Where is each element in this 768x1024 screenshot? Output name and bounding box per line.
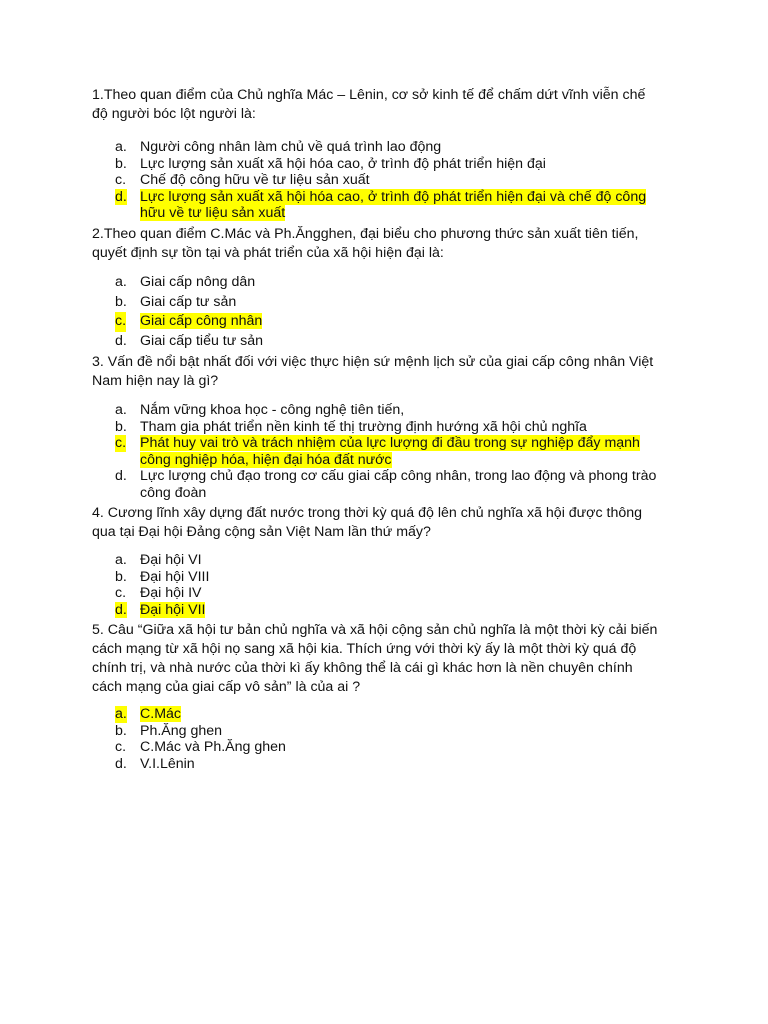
option-text: Ph.Ăng ghen — [140, 722, 223, 739]
question-5-options — [92, 706, 692, 772]
answer-option — [92, 332, 692, 352]
question-text-line: cách mạng của giai cấp vô sản” là của ai ? — [92, 679, 361, 695]
option-text: Đại hội IV — [140, 585, 202, 602]
option-letter: b. — [115, 568, 127, 585]
option-letter: a. — [115, 552, 127, 568]
answer-option — [92, 189, 692, 222]
question-text-line: độ người bóc lột người là: — [92, 105, 256, 122]
question-3-text — [92, 353, 692, 391]
option-text: V.I.Lênin — [140, 755, 195, 772]
option-letter: d. — [115, 468, 127, 485]
question-2-text — [92, 225, 692, 263]
answer-option — [92, 419, 692, 436]
question-text-line: 5. Câu “Giữa xã hội tư bản chủ nghĩa và xã hội cộng sản chủ nghĩa là một thời kỳ cải biến — [92, 622, 658, 638]
option-text: Đại hội VI — [140, 552, 202, 568]
highlighted-answer-text: C.Mác — [140, 706, 181, 722]
option-text: Chế độ công hữu về tư liệu sản xuất — [140, 172, 370, 189]
answer-option — [92, 552, 692, 569]
question-text-line: 2.Theo quan điểm C.Mác và Ph.Ăngghen, đại biểu cho phương thức sản xuất tiên tiến, — [92, 226, 639, 242]
answer-option — [92, 602, 692, 619]
option-letter: c. — [115, 739, 127, 756]
question-1-text — [92, 86, 692, 123]
option-text: Lực lượng sản xuất xã hội hóa cao, ở trình độ phát triển hiện đại — [140, 155, 546, 172]
option-letter: a. — [115, 139, 127, 155]
answer-option — [92, 312, 692, 332]
answer-option — [92, 402, 692, 419]
option-letter: c. — [115, 435, 127, 452]
question-4-options — [92, 552, 692, 618]
question-4-text — [92, 504, 692, 542]
highlighted-answer-text: công nghiệp hóa, hiện đại hóa đất nước — [140, 451, 392, 468]
option-letter: a. — [115, 706, 127, 722]
option-text: Lực lượng chủ đạo trong cơ cấu giai cấp công nhân, trong lao động và phong trào — [140, 468, 657, 485]
option-letter: d. — [115, 188, 127, 205]
question-3-options — [92, 402, 692, 502]
answer-option — [92, 293, 692, 313]
question-text-line: chính trị, và nhà nước của thời kì ấy không thể là cái gì khác hơn là nền chuyên chính — [92, 660, 633, 676]
option-letter: d. — [115, 601, 127, 618]
answer-option — [92, 706, 692, 723]
answer-option — [92, 273, 692, 293]
question-text-line: 4. Cương lĩnh xây dựng đất nước trong thời kỳ quá độ lên chủ nghĩa xã hội được thông — [92, 505, 643, 521]
answer-option — [92, 435, 692, 468]
question-text-line: Nam hiện nay là gì? — [92, 373, 219, 389]
highlighted-answer-text: hữu về tư liệu sản xuất — [140, 205, 286, 222]
question-2-options — [92, 273, 692, 351]
question-text-line: quyết định sự tồn tại và phát triển của xã hội hiện đại là: — [92, 245, 444, 261]
highlighted-answer-text: Đại hội VII — [140, 601, 206, 618]
highlighted-answer-text: Giai cấp công nhân — [140, 313, 263, 330]
option-text: C.Mác và Ph.Ăng ghen — [140, 739, 286, 756]
answer-option — [92, 569, 692, 586]
answer-option — [92, 172, 692, 189]
answer-option — [92, 723, 692, 740]
option-text: Nắm vững khoa học - công nghệ tiên tiến, — [140, 402, 405, 418]
highlighted-answer-text: Lực lượng sản xuất xã hội hóa cao, ở trình độ phát triển hiện đại và chế độ công — [140, 188, 647, 205]
answer-option — [92, 468, 692, 501]
answer-option — [92, 739, 692, 756]
option-text: Giai cấp nông dân — [140, 274, 256, 290]
option-text: Giai cấp tư sản — [140, 293, 237, 310]
option-text: Tham gia phát triển nền kinh tế thị trường định hướng xã hội chủ nghĩa — [140, 418, 587, 435]
option-letter: c. — [115, 312, 126, 332]
answer-option — [92, 756, 692, 773]
question-text-line: cách mạng từ xã hội nọ sang xã hội kia. Thích ứng với thời kỳ ấy là một thời kỳ quá độ — [92, 641, 637, 657]
question-text-line: 3. Vấn đề nổi bật nhất đối với việc thực hiện sứ mệnh lịch sử của giai cấp công nhân Việt — [92, 354, 654, 370]
option-letter: a. — [115, 402, 127, 418]
option-text: Đại hội VIII — [140, 568, 210, 585]
highlighted-answer-text: Phát huy vai trò và trách nhiệm của lực lượng đi đầu trong sự nghiệp đẩy mạnh — [140, 435, 640, 452]
option-letter: c. — [115, 172, 127, 189]
option-letter: b. — [115, 155, 127, 172]
option-letter: d. — [115, 755, 127, 772]
question-text-line: qua tại Đại hội Đảng cộng sản Việt Nam lần thứ mấy? — [92, 524, 431, 540]
option-letter: c. — [115, 585, 127, 602]
option-letter: a. — [115, 274, 127, 290]
answer-option — [92, 139, 692, 156]
option-text: Giai cấp tiểu tư sản — [140, 332, 264, 349]
answer-option — [92, 585, 692, 602]
option-letter: b. — [115, 418, 127, 435]
option-letter: b. — [115, 722, 127, 739]
question-5-text — [92, 621, 692, 697]
option-text: công đoàn — [140, 484, 207, 501]
option-text: Người công nhân làm chủ về quá trình lao động — [140, 139, 442, 155]
question-text-line: 1.Theo quan điểm của Chủ nghĩa Mác – Lênin, cơ sở kinh tế để chấm dứt vĩnh viễn chế — [92, 87, 646, 103]
option-letter: d. — [115, 332, 127, 349]
option-letter: b. — [115, 293, 127, 310]
answer-option — [92, 156, 692, 173]
question-1-options — [92, 139, 692, 222]
